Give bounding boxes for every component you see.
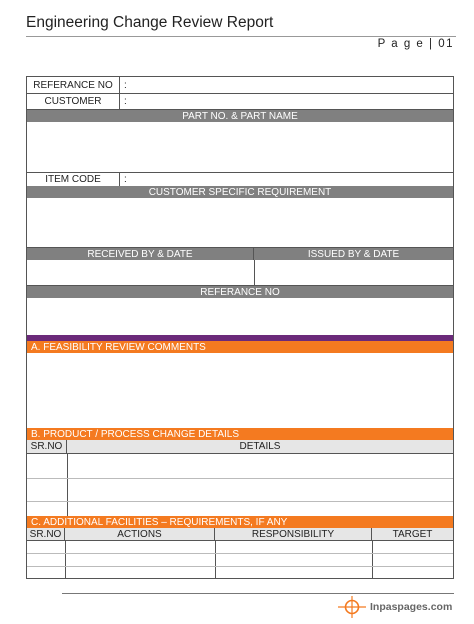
customer-row (27, 94, 453, 110)
table-c-divider-1 (65, 541, 66, 579)
reference-no-row (27, 77, 453, 94)
table-c-col-actions: ACTIONS (65, 528, 215, 540)
customer-colon: : (124, 96, 127, 107)
item-code-row (27, 173, 453, 186)
reference-no-label: REFERANCE NO (27, 77, 120, 93)
table-b-divider (67, 454, 68, 516)
received-by-header: RECEIVED BY & DATE (27, 248, 254, 260)
product-change-header: B. PRODUCT / PROCESS CHANGE DETAILS (27, 428, 453, 440)
part-header: PART NO. & PART NAME (27, 110, 453, 122)
table-c-header (27, 528, 453, 541)
reference-header: REFERANCE NO (27, 286, 453, 298)
received-by-field[interactable] (27, 260, 254, 285)
item-code-label: ITEM CODE (27, 173, 120, 186)
page-number: P a g e | 01 (377, 38, 454, 50)
table-c-row-line-2 (27, 566, 453, 567)
feasibility-header: A. FEASIBILITY REVIEW COMMENTS (27, 341, 453, 353)
received-issued-header (27, 248, 453, 260)
table-b-body (27, 454, 453, 516)
part-body[interactable] (27, 122, 453, 173)
facilities-header: C. ADDITIONAL FACILITIES – REQUIREMENTS, IF ANY (27, 516, 453, 528)
item-code-colon: : (124, 174, 127, 185)
table-b-header (27, 440, 453, 454)
logo-text: Inpaspages.com (370, 601, 453, 613)
issued-by-header: ISSUED BY & DATE (307, 248, 400, 260)
reference-no-colon: : (124, 79, 127, 91)
table-row[interactable] (27, 454, 67, 478)
table-c-col-srno: SR.NO (27, 528, 65, 540)
table-c-divider-2 (215, 541, 216, 579)
footer-rule (62, 593, 454, 594)
table-c-col-target: TARGET (392, 528, 433, 540)
table-c-col-responsibility: RESPONSIBILITY (215, 528, 372, 540)
csr-body[interactable] (27, 198, 453, 248)
table-c-row-line-1 (27, 553, 453, 554)
table-c-divider-3 (372, 541, 373, 579)
feasibility-body[interactable] (27, 353, 453, 428)
received-issued-body (27, 260, 453, 286)
reference-body[interactable] (27, 298, 453, 335)
table-b-row-line-2 (27, 501, 453, 502)
document-title: Engineering Change Review Report (26, 14, 274, 31)
table-b-col-details: DETAILS (239, 441, 281, 452)
report-form (26, 76, 454, 579)
issued-by-field[interactable] (255, 260, 453, 285)
csr-header: CUSTOMER SPECIFIC REQUIREMENT (27, 186, 453, 198)
title-rule (26, 36, 456, 37)
customer-label: CUSTOMER (27, 94, 120, 109)
table-b-col-srno: SR.NO (27, 440, 67, 453)
table-c-body (27, 541, 453, 579)
table-b-row-line-1 (27, 478, 453, 479)
crosshair-logo-icon (338, 596, 366, 618)
footer-logo (338, 596, 452, 618)
